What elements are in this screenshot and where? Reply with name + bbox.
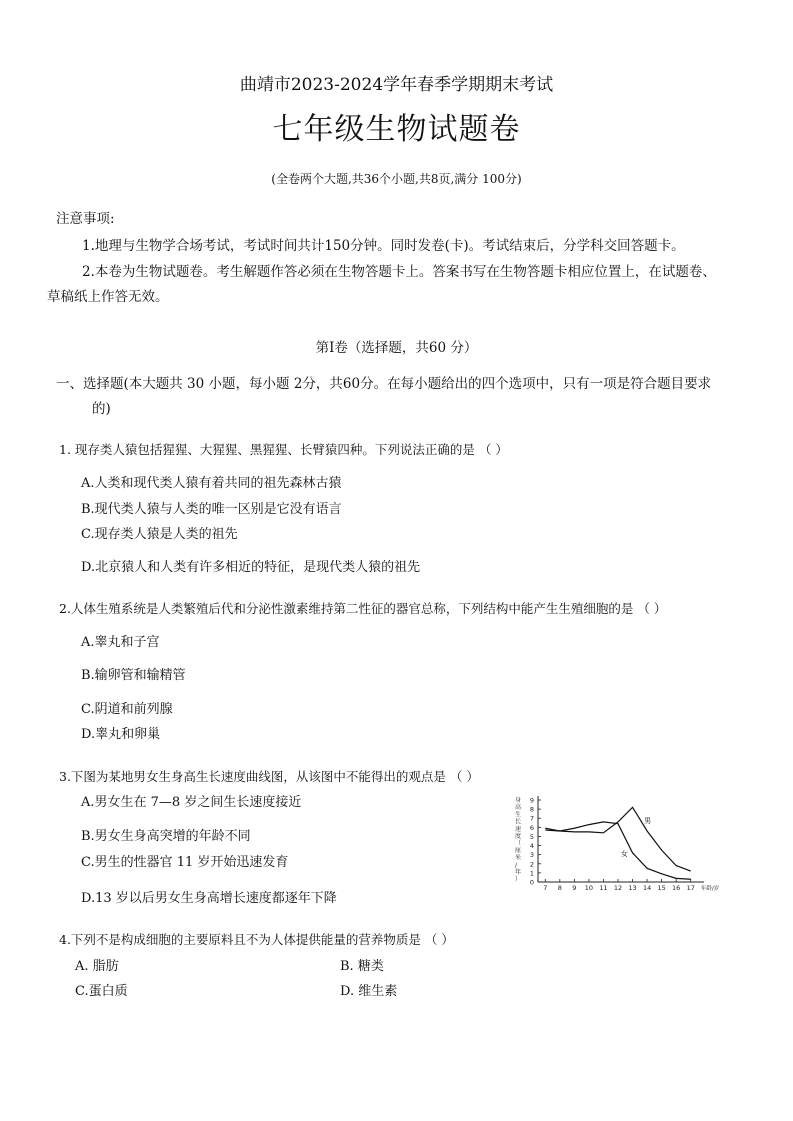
x-tick-label: 14 xyxy=(642,884,652,892)
y-tick-label: 5 xyxy=(529,832,534,841)
question-2-option-b: B.输卵管和输精管 xyxy=(81,668,186,683)
x-tick-label: 15 xyxy=(657,884,666,892)
series-line-male xyxy=(545,807,690,871)
question-3-option-b: B.男女生身高突增的年龄不同 xyxy=(81,829,251,844)
y-tick-label: 7 xyxy=(529,814,534,823)
question-1-stem: 1. 现存类人猿包括猩猩、大猩猩、黑猩猩、长臂猿四种。下列说法正确的是 （ ） xyxy=(59,442,508,457)
y-tick-label: 1 xyxy=(529,869,534,878)
y-tick-label: 0 xyxy=(529,878,534,887)
exam-subtitle: 曲靖市2023-2024学年春季学期期末考试 xyxy=(239,75,554,95)
x-tick-label: 9 xyxy=(572,884,577,892)
question-4-option-a: A. 脂肪 xyxy=(75,959,119,974)
section-title: 第Ⅰ卷（选择题，共60 分） xyxy=(315,340,478,356)
exam-note: (全卷两个大题,共36个小题,共8页,满分 100分) xyxy=(271,172,522,186)
series-label-female: 女 xyxy=(620,849,628,858)
section-instruction-line-1: 一、选择题(本大题共 30 小题，每小题 2分，共60分。在每小题给出的四个选项中，只有一项是符合题目要求 xyxy=(56,376,712,392)
notice-item-1: 1.地理与生物学合场考试，考试时间共计150分钟。同时发卷(卡)。考试结束后，分学科交回答题卡。 xyxy=(82,238,685,254)
x-tick-label: 16 xyxy=(672,884,681,892)
question-3-option-a: A.男女生在 7—8 岁之间生长速度接近 xyxy=(81,795,302,810)
x-tick-label: 7 xyxy=(543,884,548,892)
question-3-option-d: D.13 岁以后男女生身高增长速度都逐年下降 xyxy=(81,891,337,906)
x-tick-label: 10 xyxy=(584,884,594,892)
x-tick-label: 17 xyxy=(686,884,695,892)
y-axis-label: 身高生长速度（厘米/年） xyxy=(515,797,522,884)
question-4-option-d: D. 维生素 xyxy=(340,984,398,999)
notice-item-2-line-2: 草稿纸上作答无效。 xyxy=(47,289,169,305)
series-line-female xyxy=(545,822,690,879)
question-2-option-a: A.睾丸和子宫 xyxy=(81,635,160,650)
question-2-option-c: C.阴道和前列腺 xyxy=(81,702,173,717)
x-tick-label: 11 xyxy=(599,884,608,892)
y-tick-label: 9 xyxy=(529,796,534,805)
question-2-stem: 2.人体生殖系统是人类繁殖后代和分泌性激素维持第二性征的器官总称，下列结构中能产生生殖细胞的是 （ ） xyxy=(59,601,667,616)
y-tick-label: 8 xyxy=(529,805,534,814)
y-tick-label: 6 xyxy=(529,823,534,832)
question-1-option-b: B.现代类人猿与人类的唯一区别是它没有语言 xyxy=(81,502,342,517)
notice-item-2-line-1: 2.本卷为生物试题卷。考生解题作答必须在生物答题卡上。答案书写在生物答题卡相应位置上，在试题卷、 xyxy=(82,264,716,280)
growth-speed-chart xyxy=(508,792,720,897)
series-label-male: 男 xyxy=(644,816,652,825)
question-3-stem: 3.下图为某地男女生身高生长速度曲线图，从该图中不能得出的观点是 （ ） xyxy=(59,769,479,784)
x-tick-label: 8 xyxy=(557,884,562,892)
notice-heading: 注意事项: xyxy=(56,211,115,227)
question-1-option-a: A.人类和现代类人猿有着共同的祖先森林古猿 xyxy=(81,476,342,491)
section-instruction-line-2: 的) xyxy=(92,401,111,417)
question-1-option-c: C.现存类人猿是人类的祖先 xyxy=(81,527,238,542)
question-3-option-c: C.男生的性器官 11 岁开始迅速发育 xyxy=(81,855,289,870)
question-4-stem: 4.下列不是构成细胞的主要原料且不为人体提供能量的营养物质是 （ ） xyxy=(59,932,454,947)
question-1-option-d: D.北京猿人和人类有许多相近的特征，是现代类人猿的祖先 xyxy=(81,560,421,575)
x-tick-label: 13 xyxy=(628,884,637,892)
question-2-option-d: D.睾丸和卵巢 xyxy=(81,727,161,742)
question-4-option-c: C.蛋白质 xyxy=(75,984,128,999)
y-tick-label: 3 xyxy=(529,851,534,860)
x-axis-label: 年龄/岁 xyxy=(700,886,720,892)
y-tick-label: 4 xyxy=(529,842,534,851)
question-4-option-b: B. 糖类 xyxy=(340,959,384,974)
x-tick-label: 12 xyxy=(613,884,623,892)
exam-title: 七年级生物试题卷 xyxy=(272,112,521,147)
y-tick-label: 2 xyxy=(529,860,534,869)
